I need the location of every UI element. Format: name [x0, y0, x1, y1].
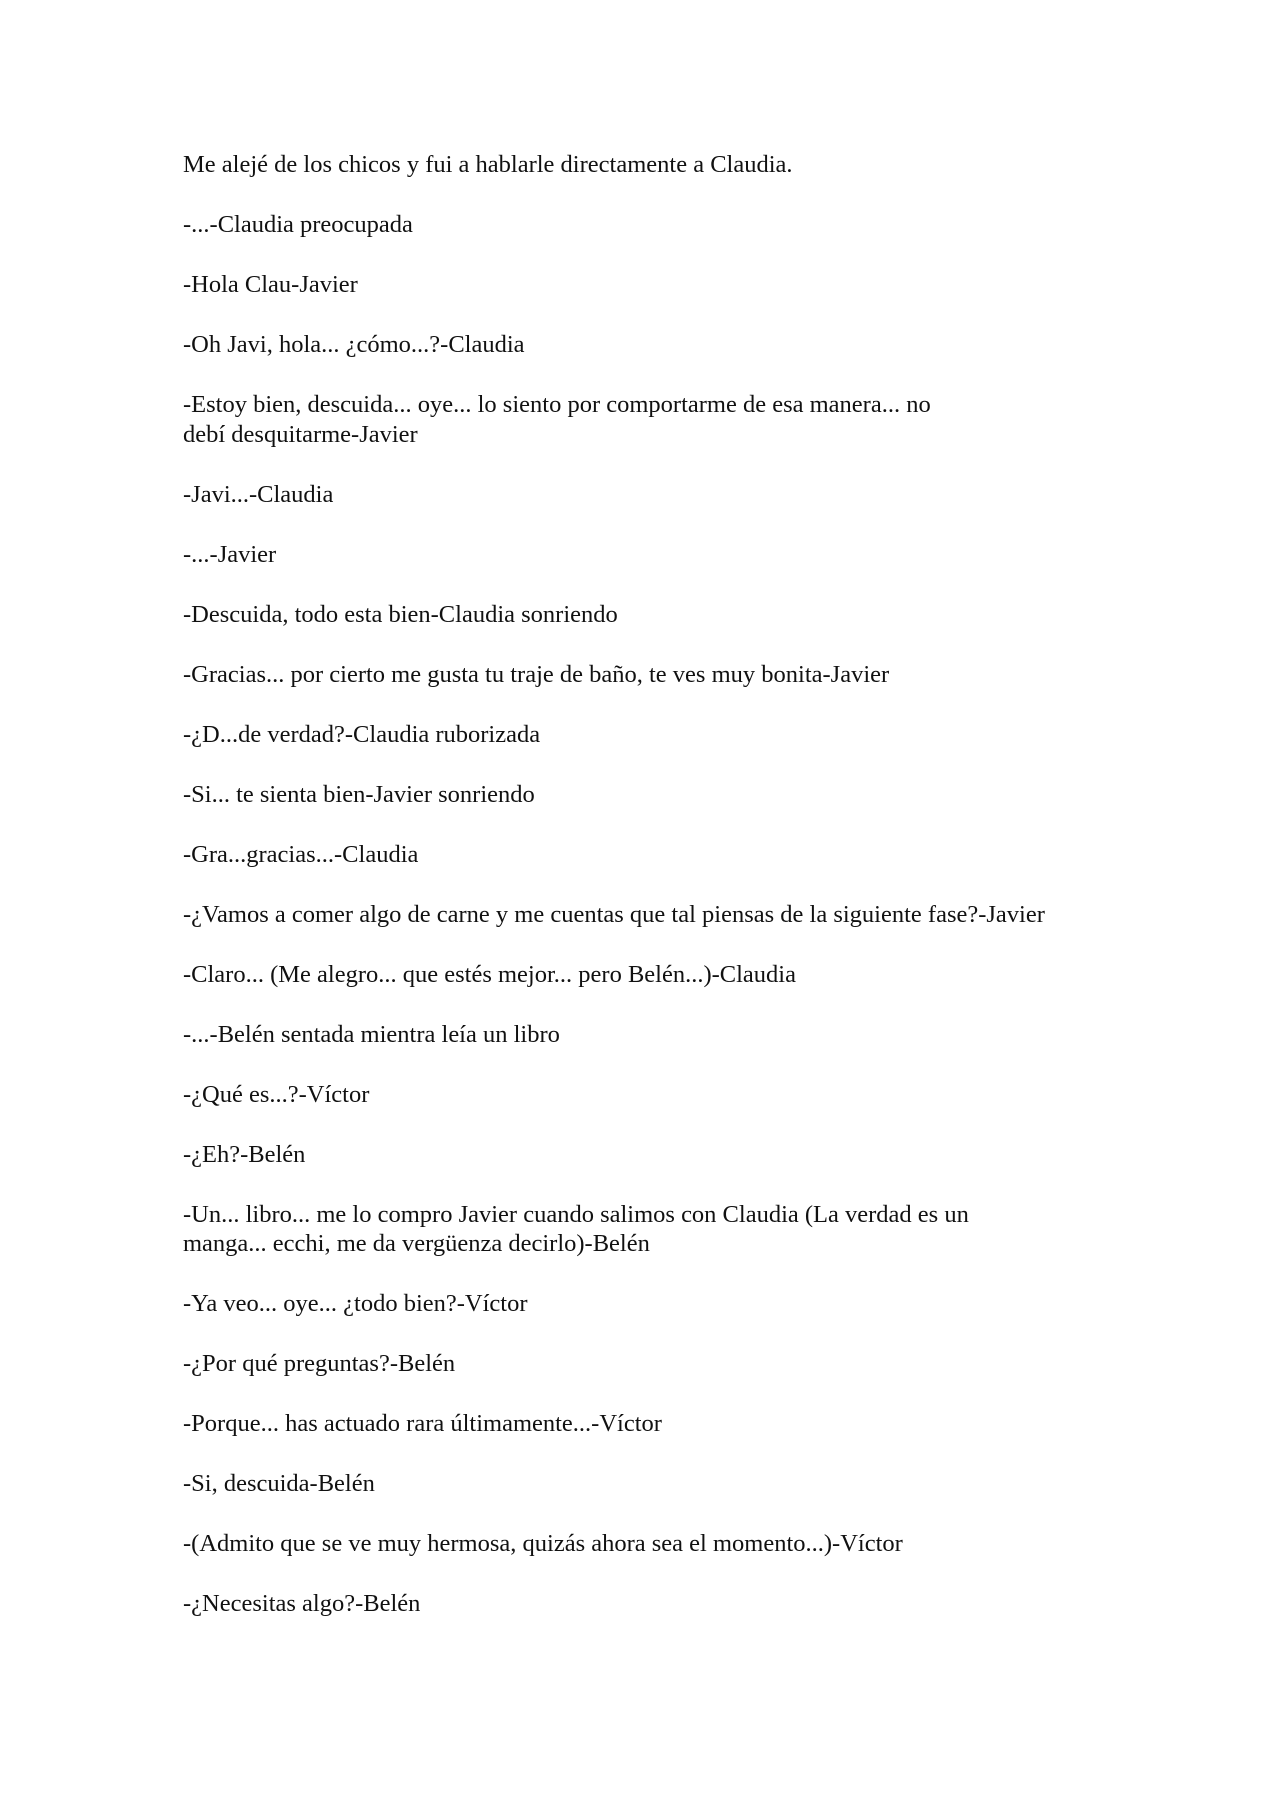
dialogue-line: -¿Necesitas algo?-Belén: [183, 1590, 421, 1617]
narration-paragraph: Me alejé de los chicos y fui a hablarle directamente a Claudia.: [183, 151, 793, 178]
dialogue-line: -Oh Javi, hola... ¿cómo...?-Claudia: [183, 331, 525, 358]
dialogue-line: -...-Belén sentada mientra leía un libro: [183, 1020, 560, 1048]
dialogue-line: -¿D...de verdad?-Claudia ruborizada: [183, 720, 541, 748]
document-body: [183, 150, 1113, 1649]
dialogue-line: -¿Vamos a comer algo de carne y me cuentas que tal piensas de la siguiente fase?-Javier: [183, 900, 1045, 928]
dialogue-line: -¿Por qué preguntas?-Belén: [183, 1350, 456, 1377]
dialogue-line: -Estoy bien, descuida... oye... lo siento por comportarme de esa manera... no debí desquitarme-Javier: [183, 391, 931, 448]
dialogue-line: -Si, descuida-Belén: [183, 1470, 375, 1497]
dialogue-line: -...-Javier: [183, 540, 277, 568]
dialogue-line: -¿Eh?-Belén: [183, 1140, 306, 1168]
dialogue-line: -Ya veo... oye... ¿todo bien?-Víctor: [183, 1290, 528, 1317]
dialogue-line: -Descuida, todo esta bien-Claudia sonriendo: [183, 600, 618, 628]
dialogue-line: -Gracias... por cierto me gusta tu traje de baño, te ves muy bonita-Javier: [183, 660, 890, 688]
dialogue-line: -...-Claudia preocupada: [183, 211, 413, 238]
dialogue-line: -Porque... has actuado rara últimamente...-Víctor: [183, 1410, 662, 1437]
dialogue-line: -Un... libro... me lo compro Javier cuando salimos con Claudia (La verdad es un manga... ecchi, me da vergüenza decirlo)-Belén: [183, 1200, 969, 1257]
dialogue-line: -Javi...-Claudia: [183, 480, 334, 508]
dialogue-line: -Hola Clau-Javier: [183, 271, 358, 298]
dialogue-line: -Claro... (Me alegro... que estés mejor... pero Belén...)-Claudia: [183, 960, 796, 988]
dialogue-line: -¿Qué es...?-Víctor: [183, 1080, 370, 1108]
dialogue-line: -Si... te sienta bien-Javier sonriendo: [183, 780, 535, 808]
dialogue-line: -(Admito que se ve muy hermosa, quizás ahora sea el momento...)-Víctor: [183, 1530, 903, 1557]
dialogue-line: -Gra...gracias...-Claudia: [183, 840, 419, 868]
